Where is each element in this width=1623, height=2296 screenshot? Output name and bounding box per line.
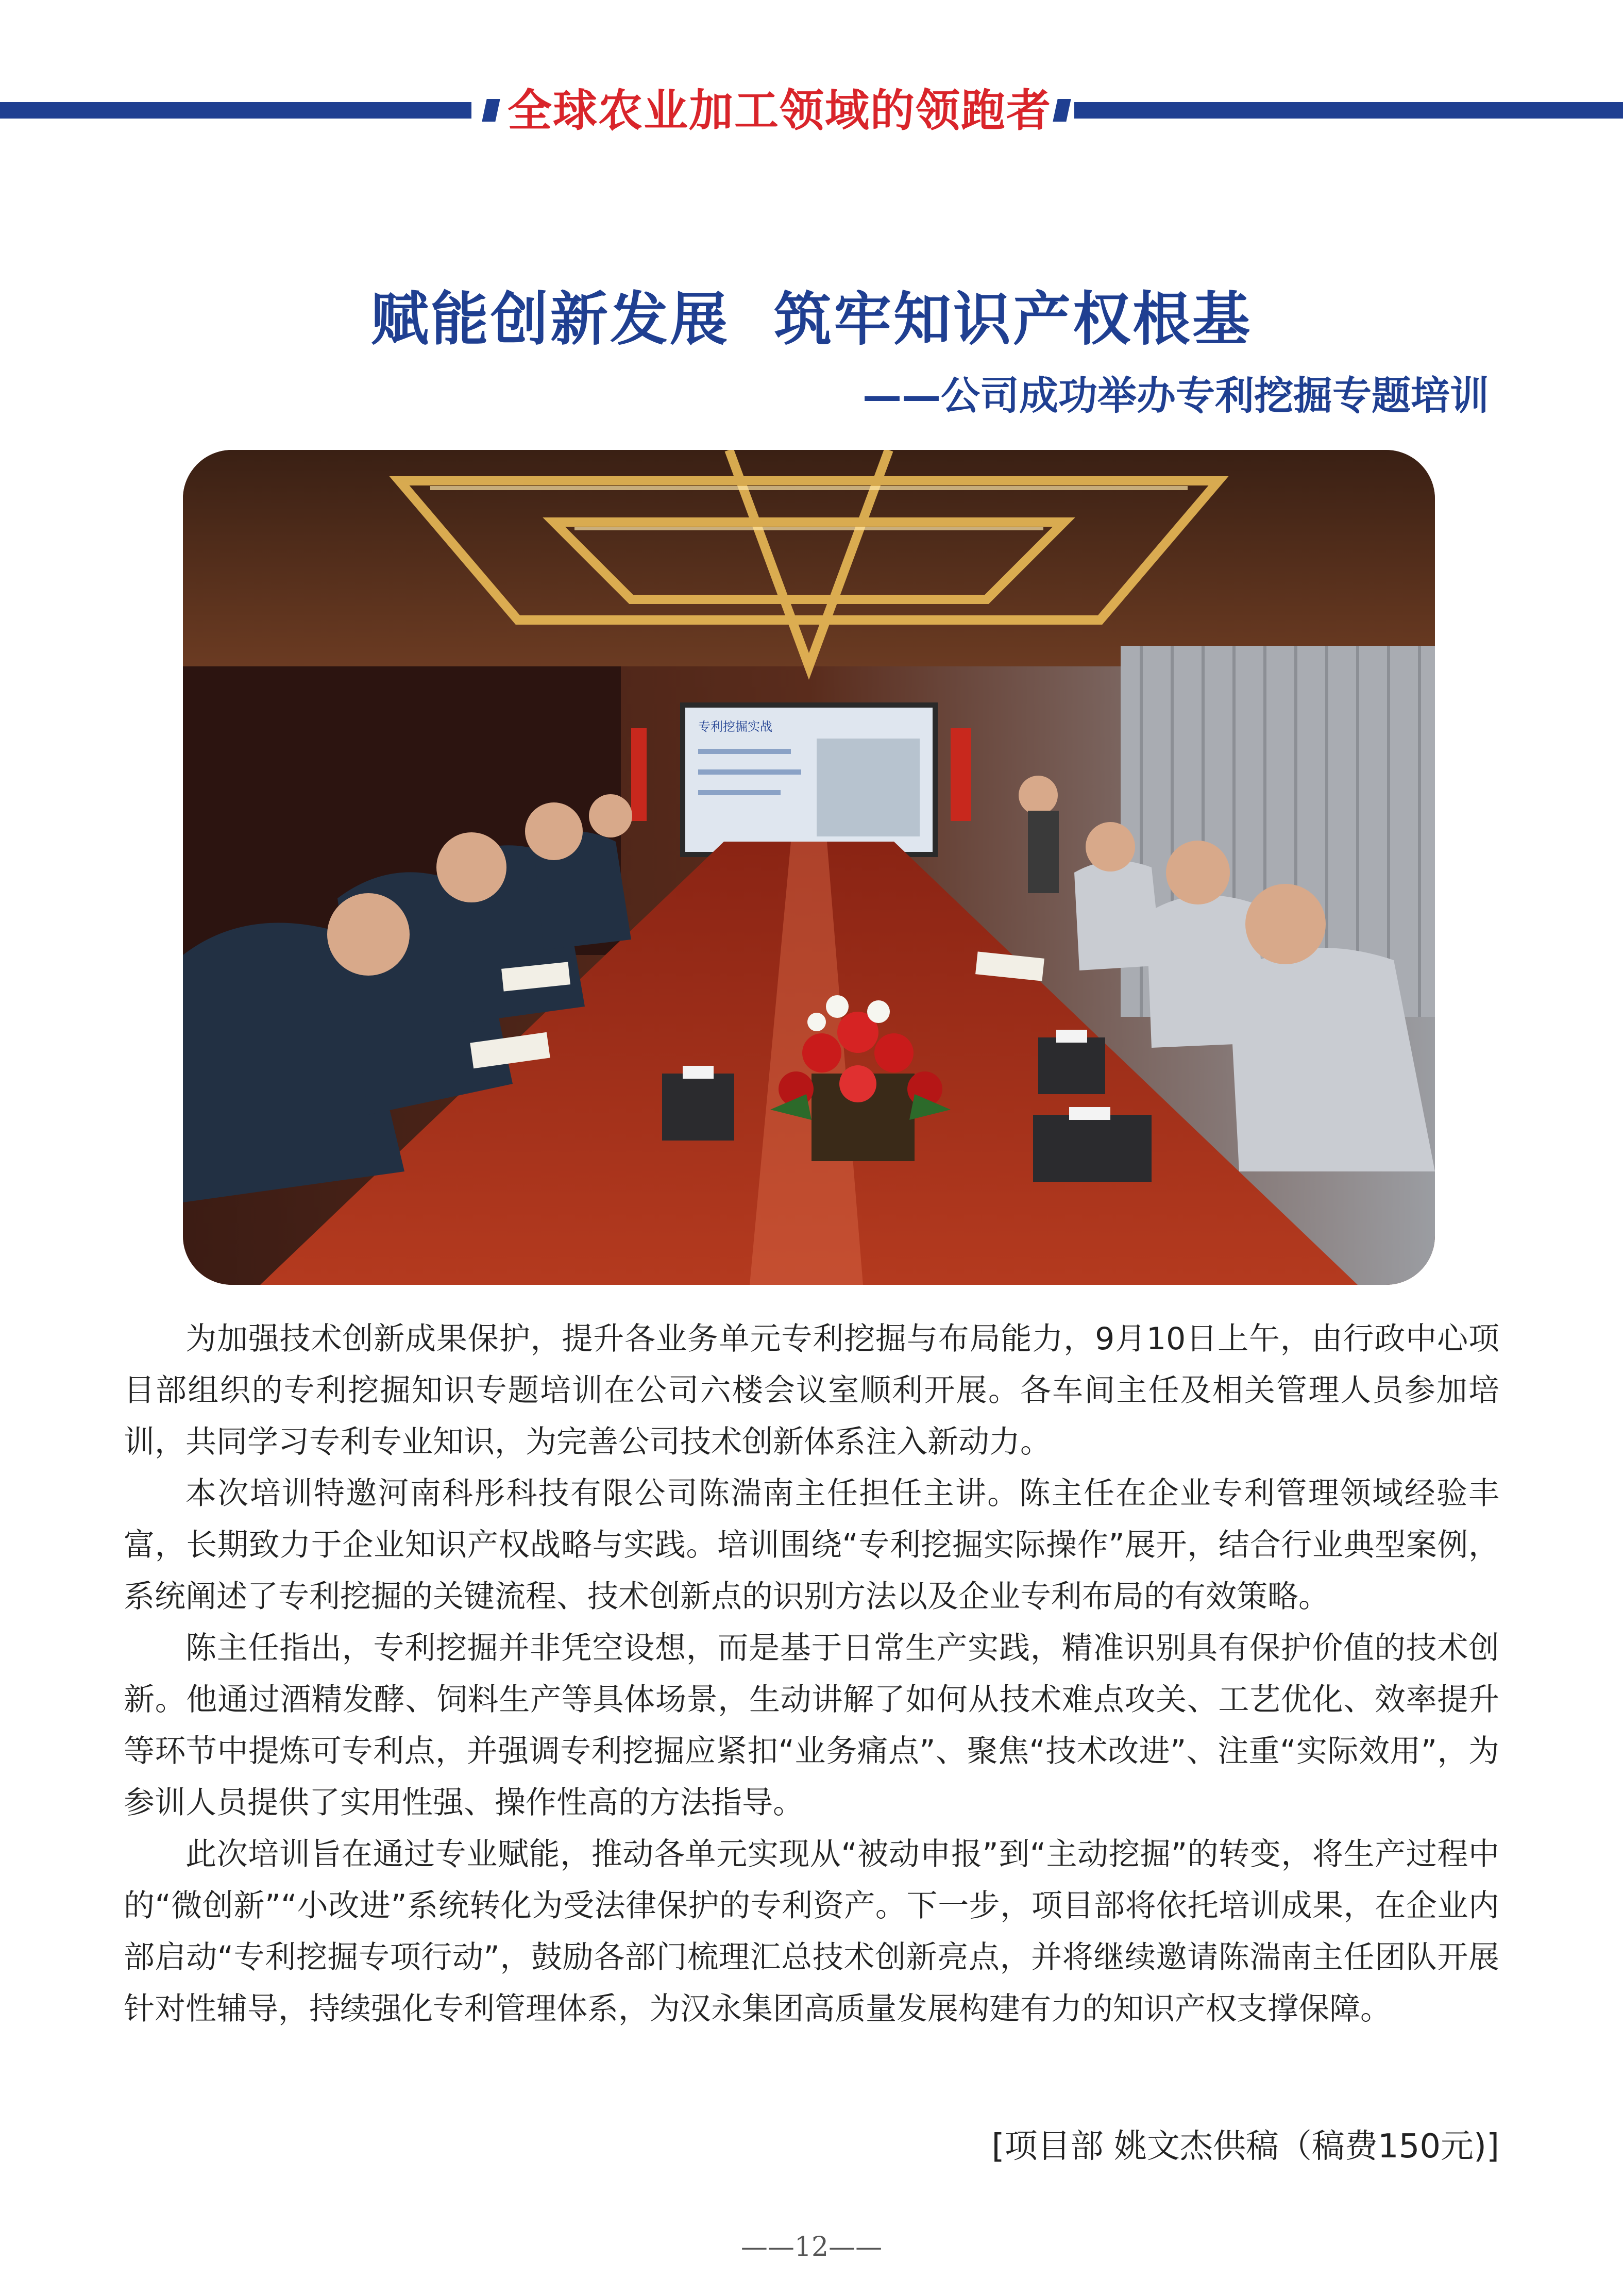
article-credit: [项目部 姚文杰供稿（稿费150元)]	[991, 2127, 1499, 2166]
header-bullet-right	[1053, 99, 1071, 122]
article-body	[124, 1313, 1499, 2035]
article-subtitle: ——公司成功举办专利挖掘专题培训	[863, 373, 1489, 418]
paragraph: 本次培训特邀河南科彤科技有限公司陈湍南主任担任主讲。陈主任在企业专利管理领域经验丰富，长期致力于企业知识产权战略与实践。培训围绕“专利挖掘实际操作”展开，结合行业典型案例，系统阐述了专利挖掘的关键流程、技术创新点的识别方法以及企业专利布局的有效策略。	[124, 1476, 1499, 1615]
page-number: ——12——	[740, 2232, 883, 2263]
header-bullet-left	[482, 99, 500, 122]
header-title: 全球农业加工领域的领跑者	[508, 85, 1052, 137]
article-title: 赋能创新发展 筑牢知识产权根基	[371, 286, 1252, 353]
paragraph: 此次培训旨在通过专业赋能，推动各单元实现从“被动申报”到“主动挖掘”的转变，将生产过程中的“微创新”“小改进”系统转化为受法律保护的专利资产。下一步，项目部将依托培训成果，在企业内部启动“专利挖掘专项行动”，鼓励各部门梳理汇总技术创新亮点，并将继续邀请陈湍南主任团队开展针对性辅导，持续强化专利管理体系，为汉永集团高质量发展构建有力的知识产权支撑保障。	[124, 1836, 1499, 2027]
paragraph: 为加强技术创新成果保护，提升各业务单元专利挖掘与布局能力，9月10日上午，由行政中心项目部组织的专利挖掘知识专题培训在公司六楼会议室顺利开展。各车间主任及相关管理人员参加培训，共同学习专利专业知识，为完善公司技术创新体系注入新动力。	[124, 1321, 1499, 1460]
header-bar-right	[1074, 102, 1623, 119]
meeting-photo	[183, 450, 1435, 1285]
screen-title: 专利挖掘实战	[698, 719, 772, 734]
header-bar-left	[0, 102, 471, 119]
paragraph: 陈主任指出，专利挖掘并非凭空设想，而是基于日常生产实践，精准识别具有保护价值的技术创新。他通过酒精发酵、饲料生产等具体场景，生动讲解了如何从技术难点攻关、工艺优化、效率提升等环节中提炼可专利点，并强调专利挖掘应紧扣“业务痛点”、聚焦“技术改进”、注重“实际效用”，为参训人员提供了实用性强、操作性高的方法指导。	[124, 1630, 1499, 1821]
